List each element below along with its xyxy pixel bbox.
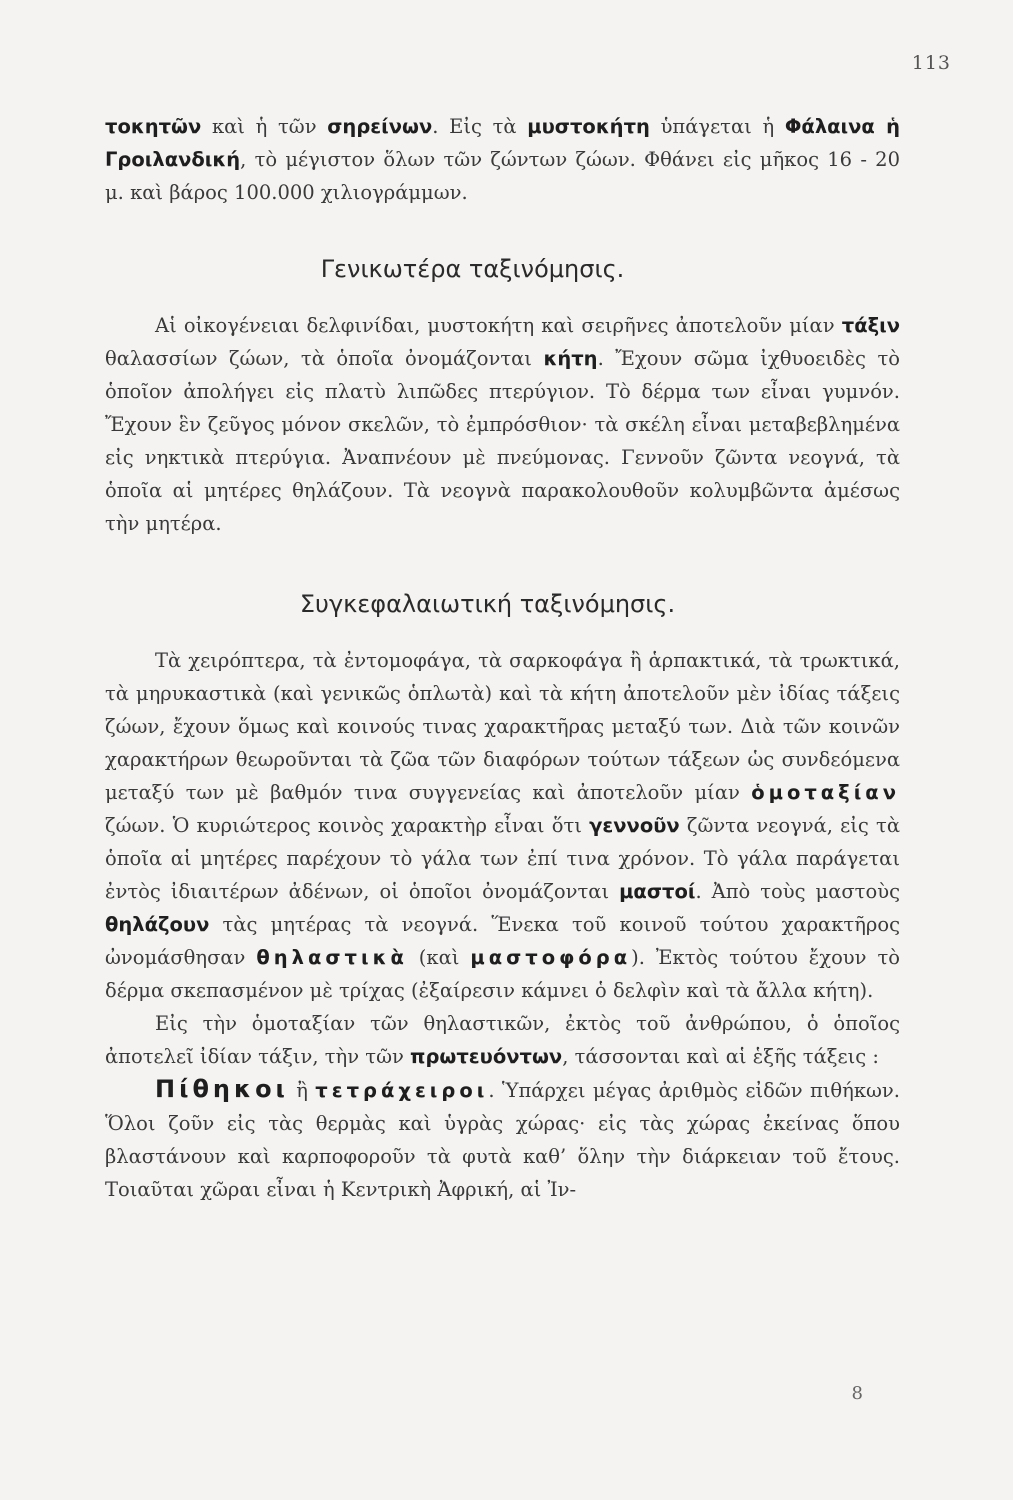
term-proteuonton: πρωτευόντων [410,1045,563,1068]
heading-summary-classification: Συγκεφαλαιωτική ταξινόμησις. [299,590,676,618]
text: . Ἔχουν σῶμα ἰχθυοειδὲς τὸ ὁποῖον ἀπολήγει εἰς πλατὺ λιπῶδες πτερύγιον. Τὸ δέρμα των εἶναι γυμνόν. Ἔχουν ἓν ζεῦγος μόνον σκελῶν, τὸ ἐμπρόσθιον· τὰ σκέλη εἶναι μεταβεβλημένα εἰς νηκτικὰ πτερύγια. Ἀναπνέουν μὲ πνεύμονας. Γεννοῦν ζῶντα νεογνά, τὰ ὁποῖα αἱ μητέρες θηλάζουν. Τὰ νεογνὰ παρακολουθοῦν κολυμβῶντα ἀμέσως τὴν μητέρα. [105,347,901,535]
paragraph-mammals [105,644,900,1007]
term-thilazoun: θηλάζουν [105,913,210,936]
text: . Ὑπάρχει μέγας ἀριθμὸς εἰδῶν πιθήκων. Ὅλοι ζοῦν εἰς τὰς θερμὰς καὶ ὑγρὰς χώρας· εἰς τὰς χώρας ἐκείνας ὅπου βλαστάνουν καὶ καρποφοροῦν τὰ φυτὰ καθ’ ὅλην τὴν διάρκειαν τοῦ ἔτους. Τοιαῦται χῶραι εἶναι ἡ Κεντρικὴ Ἀφρική, αἱ Ἰν- [105,1079,900,1201]
term-mastoi: μαστοί [619,880,696,903]
text: ζῶντα νεογνά, εἰς τὰ ὁποῖα αἱ μητέρες παρέχουν τὸ γάλα των ἐπί τινα χρόνον. Τὸ γάλα παράγεται ἐντὸς ἰδιαιτέρων ἀδένων, οἱ ὁποῖοι ὀνομάζονται [105,814,900,903]
term-tetracheiroi: τετράχειροι [315,1079,489,1102]
text: , τὸ μέγιστον ὅλων τῶν ζώντων ζώων. Φθάνει εἰς μῆκος 16 - 20 μ. καὶ βάρος 100.000 χιλιογράμμων. [105,148,900,204]
term-gennoun: γεννοῦν [589,814,680,837]
text: ἢ [288,1079,316,1102]
text: ζώων. Ὁ κυριώτερος κοινὸς χαρακτὴρ εἶναι ὅτι [105,814,590,837]
text: . Εἰς τὰ [432,115,528,138]
term-taxis: τάξιν [841,314,900,337]
term-tokitoi: τοκητῶν [105,115,202,138]
text: Αἱ οἰκογένειαι δελφινίδαι, μυστοκήτη καὶ σειρῆνες ἀποτελοῦν μίαν [155,314,842,337]
paragraph-primates [105,1073,900,1206]
term-mystokiti: μυστοκήτη [527,115,650,138]
term-omotaxia: ὁμοταξίαν [751,781,900,804]
text: τὰς μητέρας τὰ νεογνά. Ἕνεκα τοῦ κοινοῦ τούτου χαρακτῆρος ὠνομάσθησαν [105,913,900,969]
text: ). Ἐκτὸς τούτου ἔχουν τὸ δέρμα σκεπασμένον μὲ τρίχας (ἐξαίρεσιν κάμνει ὁ δελφὶν καὶ τὰ ἄλλα κήτη). [105,946,900,1002]
term-sireines: σηρείνων [327,115,433,138]
text: . Ἀπὸ τοὺς μαστοὺς [695,880,900,903]
text: Τὰ χειρόπτερα, τὰ ἐντομοφάγα, τὰ σαρκοφάγα ἢ ἁρπακτικά, τὰ τρωκτικά, τὰ μηρυκαστικὰ (καὶ γενικῶς ὁπλωτὰ) καὶ τὰ κήτη ἀποτελοῦν μὲν ἰδίας τάξεις ζώων, ἔχουν ὅμως καὶ κοινούς τινας χαρακτῆρας μεταξύ των. Διὰ τῶν κοινῶν χαρακτήρων θεωροῦνται τὰ ζῶα τῶν διαφόρων τούτων τάξεων ὡς συνδεόμενα μεταξύ των μὲ βαθμόν τινα συγγενείας καὶ ἀποτελοῦν μίαν [105,649,900,804]
text: ὑπάγεται ἡ [649,115,785,138]
heading-general-classification: Γενικωτέρα ταξινόμησις. [320,255,625,283]
paragraph-orders-intro [105,1007,900,1073]
text: , τάσσονται καὶ αἱ ἑξῆς τάξεις : [562,1045,879,1068]
page-number: 113 [911,52,951,74]
page-body [105,110,900,1206]
text: καὶ ἡ τῶν [201,115,328,138]
paragraph-cetaceans [105,309,900,540]
term-greenland-whale: Φάλαινα ἡ Γροιλανδική [105,115,900,171]
signature-mark: 8 [851,1383,863,1404]
term-thilastika: θηλαστικὰ [256,946,408,969]
text: (καὶ [407,946,471,969]
term-mastofora: μαστοφόρα [470,946,632,969]
term-pithikoi: Πίθηκοι [155,1075,289,1103]
text: Εἰς τὴν ὁμοταξίαν τῶν θηλαστικῶν, ἐκτὸς τοῦ ἀνθρώπου, ὁ ὁποῖος ἀποτελεῖ ἰδίαν τάξιν, τὴν τῶν [105,1012,900,1068]
term-kiti: κήτη [543,347,598,370]
paragraph-whales-intro [105,110,900,209]
text: θαλασσίων ζώων, τὰ ὁποῖα ὀνομάζονται [105,347,544,370]
